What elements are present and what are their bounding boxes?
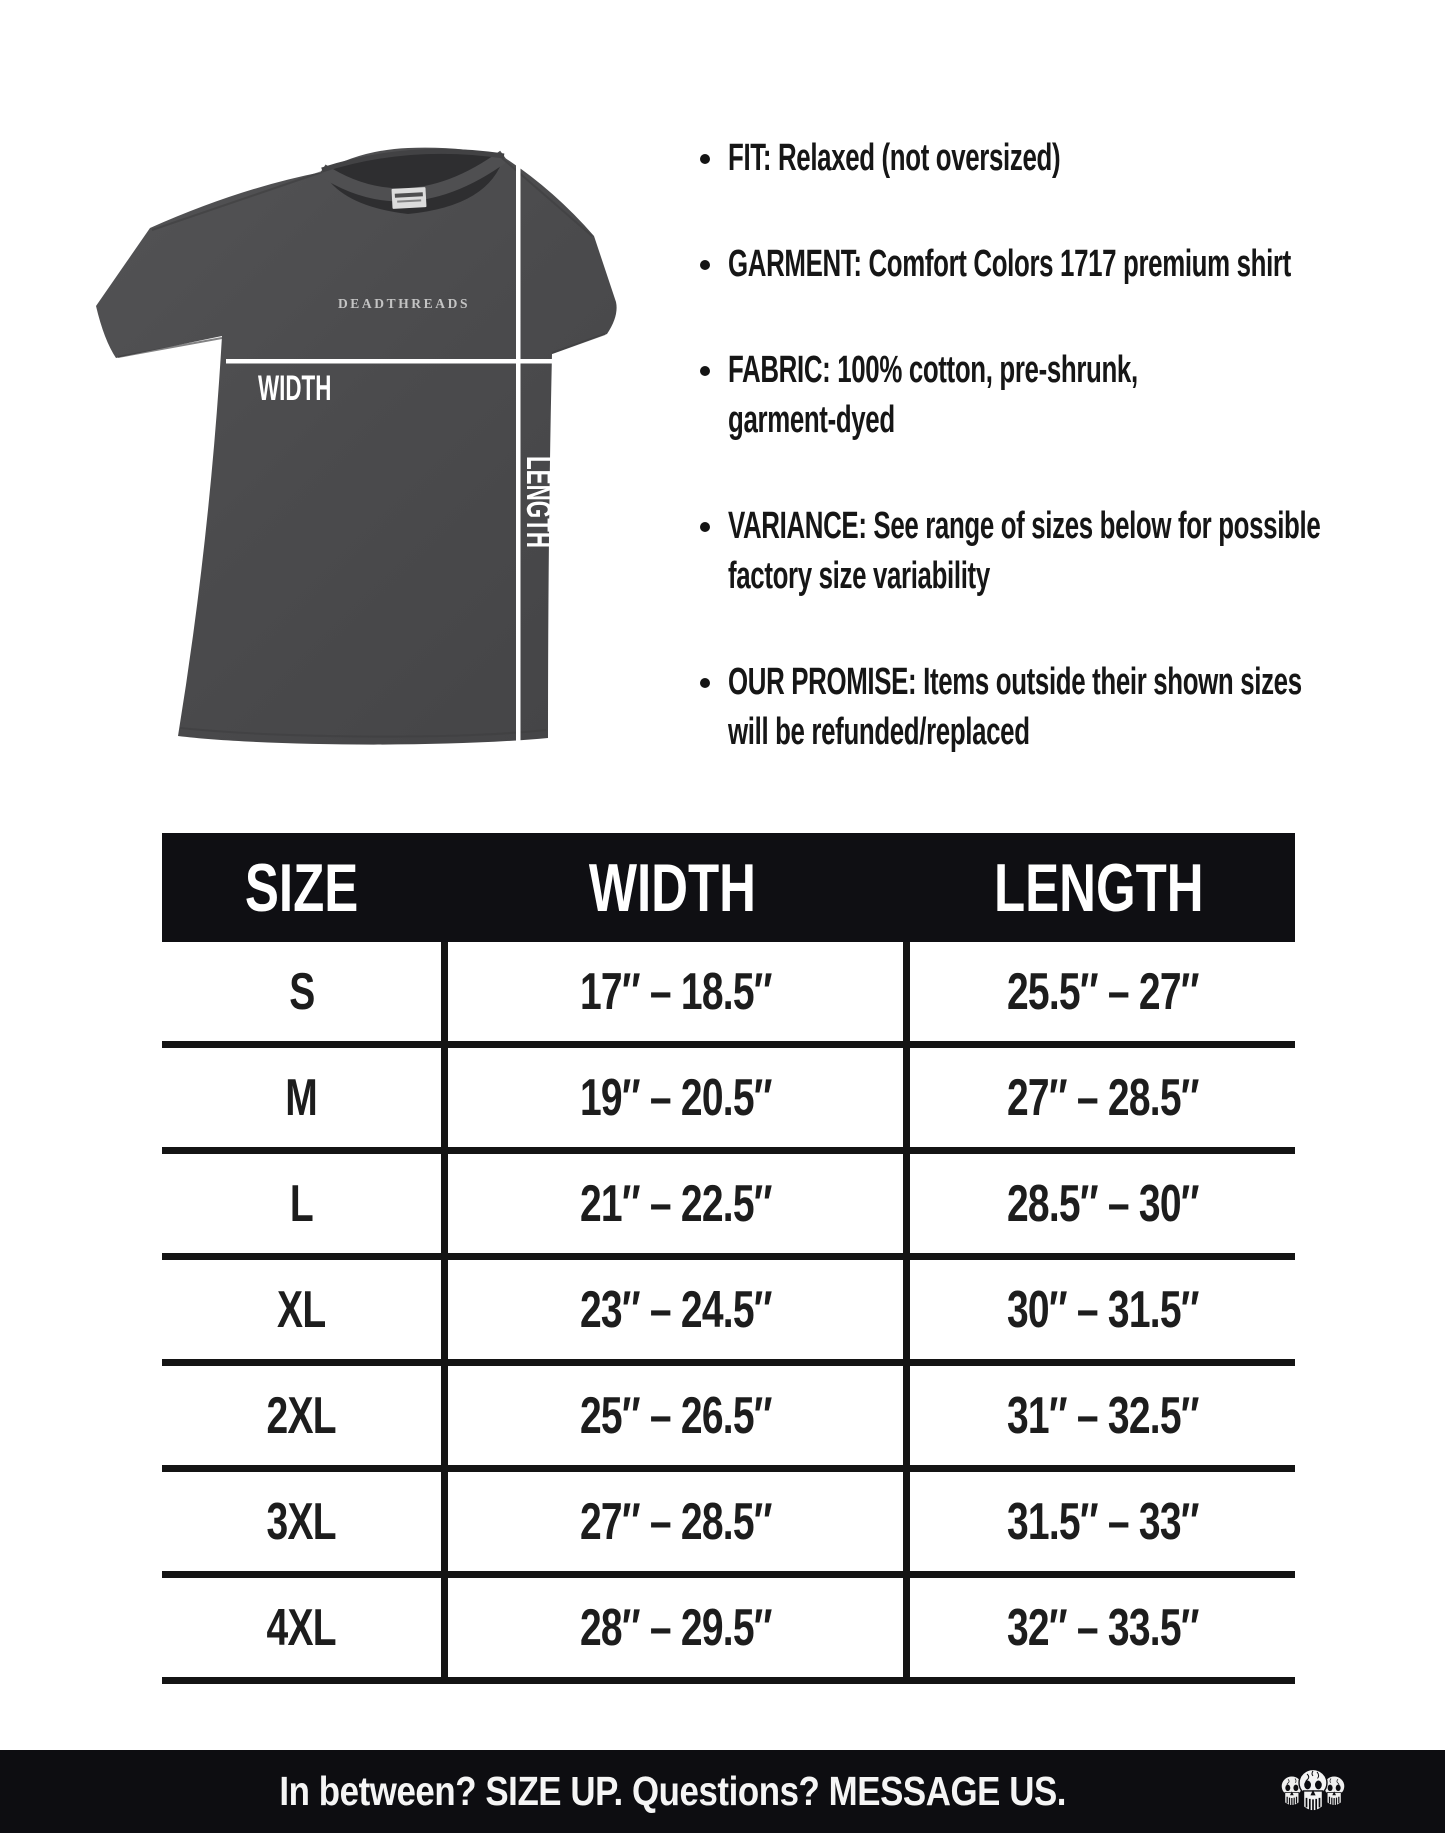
table-row — [162, 1578, 1295, 1684]
table-row — [162, 942, 1295, 1048]
length-cell: 25.5″ – 27″ — [903, 942, 1295, 1041]
table-header-row — [162, 833, 1295, 942]
size-cell: 2XL — [266, 1386, 337, 1445]
tshirt-graphic — [60, 110, 620, 770]
length-cell: 28.5″ – 30″ — [903, 1154, 1295, 1253]
length-cell: 31.5″ – 33″ — [903, 1472, 1295, 1571]
length-label — [519, 456, 558, 548]
size-cell: 3XL — [266, 1492, 337, 1551]
spec-line: VARIANCE: See range of sizes below for possible — [728, 505, 1321, 547]
product-spec-list — [698, 133, 1438, 773]
bullet-dot — [700, 154, 710, 164]
col-header-width: WIDTH — [588, 849, 756, 926]
table-row — [162, 1048, 1295, 1154]
width-cell: 21″ – 22.5″ — [441, 1154, 903, 1253]
table-row — [162, 1366, 1295, 1472]
spec-bullet-fabric — [698, 345, 1331, 445]
width-cell: 19″ – 20.5″ — [441, 1048, 903, 1147]
col-header-length: LENGTH — [994, 849, 1204, 926]
size-chart-table — [162, 833, 1295, 1684]
tshirt-body — [96, 148, 617, 745]
bullet-dot — [700, 260, 710, 270]
size-cell: L — [289, 1174, 314, 1233]
footer-message: In between? SIZE UP. Questions? MESSAGE US. — [279, 1768, 1066, 1814]
bullet-dot — [700, 366, 710, 376]
width-cell: 17″ – 18.5″ — [441, 942, 903, 1041]
neck-label — [391, 187, 426, 209]
spec-bullet-fit — [698, 133, 1217, 183]
size-cell: S — [288, 962, 315, 1021]
spec-bullet-garment — [698, 239, 1445, 289]
spec-line: OUR PROMISE: Items outside their shown sizes — [728, 661, 1302, 703]
size-cell: M — [285, 1068, 318, 1127]
svg-text:LENGTH: LENGTH — [518, 456, 558, 549]
width-cell: 23″ – 24.5″ — [441, 1260, 903, 1359]
length-cell: 27″ – 28.5″ — [903, 1048, 1295, 1147]
width-label — [258, 369, 331, 408]
table-row — [162, 1260, 1295, 1366]
svg-text:WIDTH: WIDTH — [258, 369, 332, 409]
width-cell: 25″ – 26.5″ — [441, 1366, 903, 1465]
spec-line: will be refunded/replaced — [728, 711, 1030, 753]
width-cell: 27″ – 28.5″ — [441, 1472, 903, 1571]
spec-bullet-variance — [698, 501, 1445, 601]
size-cell: XL — [277, 1280, 326, 1339]
size-cell: 4XL — [266, 1598, 337, 1657]
length-cell: 30″ – 31.5″ — [903, 1260, 1295, 1359]
bullet-dot — [700, 678, 710, 688]
table-row — [162, 1154, 1295, 1260]
bullet-dot — [700, 522, 710, 532]
spec-line: FABRIC: 100% cotton, pre-shrunk, — [728, 349, 1138, 391]
length-cell: 32″ – 33.5″ — [903, 1578, 1295, 1677]
spec-line: FIT: Relaxed (not oversized) — [728, 137, 1061, 179]
spec-line: garment-dyed — [728, 399, 895, 441]
table-row — [162, 1472, 1295, 1578]
spec-line: GARMENT: Comfort Colors 1717 premium shirt — [728, 243, 1291, 285]
tshirt-measurement-figure — [60, 110, 620, 770]
length-cell: 31″ – 32.5″ — [903, 1366, 1295, 1465]
brand-print: DEADTHREADS — [337, 296, 471, 311]
spec-bullet-our-promise — [698, 657, 1445, 757]
width-cell: 28″ – 29.5″ — [441, 1578, 903, 1677]
triple-skull-icon — [1269, 1758, 1357, 1826]
width-measure-line — [226, 359, 558, 364]
col-header-size: SIZE — [244, 849, 359, 926]
footer-bar — [0, 1750, 1445, 1833]
spec-line: factory size variability — [728, 555, 990, 597]
